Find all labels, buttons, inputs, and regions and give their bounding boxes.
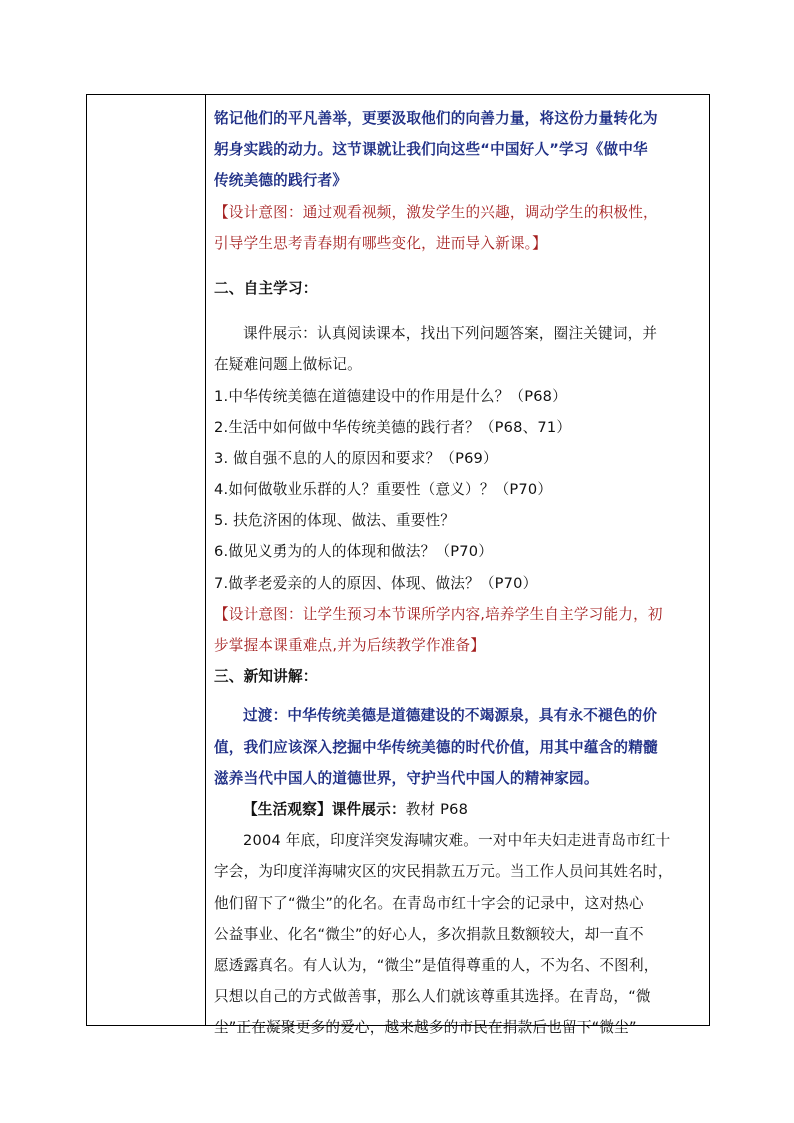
transition-line: 过渡：中华传统美德是道德建设的不竭源泉，具有永不褪色的价 xyxy=(243,707,658,725)
question-item: 1.中华传统美德在道德建设中的作用是什么？（P68） xyxy=(214,387,567,405)
story-paragraph xyxy=(214,825,708,1043)
table-content-cell xyxy=(214,95,708,1043)
intro-paragraph xyxy=(214,103,708,197)
table-left-cell xyxy=(87,95,205,1025)
life-observation-source: 教材 P68 xyxy=(405,800,469,818)
design-intent-line: 步掌握本课重难点,并为后续教学作准备】 xyxy=(214,637,486,654)
courseware-intro-line: 在疑难问题上做标记。 xyxy=(214,356,362,374)
question-item: 4.如何做敬业乐群的人？重要性（意义）？（P70） xyxy=(214,481,553,499)
question-item: 5. 扶危济困的体现、做法、重要性？ xyxy=(214,512,456,530)
design-intent-line: 引导学生思考青春期有哪些变化，进而导入新课。】 xyxy=(214,234,547,252)
story-line: 公益事业、化名“微尘”的好心人，多次捐款且数额较大，却一直不 xyxy=(214,925,644,943)
courseware-intro xyxy=(214,318,708,380)
design-intent-1 xyxy=(214,197,708,259)
question-item: 3. 做自强不息的人的原因和要求？（P69） xyxy=(214,449,498,467)
table-column-divider xyxy=(205,95,206,1025)
story-line: 愿透露真名。有人认为，“微尘”是值得尊重的人，不为名、不图利， xyxy=(214,956,659,974)
story-line: 只想以自己的方式做善事，那么人们就该尊重其选择。在青岛，“微 xyxy=(214,988,651,1006)
life-observation-line xyxy=(214,794,708,825)
design-intent-line: 【设计意图：让学生预习本节课所学内容,培养学生自主学习能力，初 xyxy=(214,605,663,623)
story-line: 字会，为印度洋海啸灾区的灾民捐款五万元。当工作人员问其姓名时， xyxy=(214,863,673,881)
courseware-intro-line: 课件展示：认真阅读课本，找出下列问题答案，圈注关键词，并 xyxy=(243,325,658,343)
transition-line: 值，我们应该深入挖掘中华传统美德的时代价值，用其中蕴含的精髓 xyxy=(214,738,658,756)
question-item: 7.做孝老爱亲的人的原因、体现、做法？（P70） xyxy=(214,574,538,592)
design-intent-2 xyxy=(214,599,708,661)
intro-line: 铭记他们的平凡善举，更要汲取他们的向善力量，将这份力量转化为 xyxy=(214,110,658,127)
intro-line: 躬身实践的动力。这节课就让我们向这些“中国好人”学习《做中华 xyxy=(214,141,648,159)
story-line: 他们留下了“微尘”的化名。在青岛市红十字会的记录中，这对热心 xyxy=(214,894,644,912)
life-observation-label: 【生活观察】课件展示： xyxy=(243,800,406,818)
section-2-heading: 二、自主学习： xyxy=(214,279,318,297)
transition-paragraph xyxy=(214,700,708,794)
story-line: 2004 年底，印度洋突发海啸灾难。一对中年夫妇走进青岛市红十 xyxy=(243,832,671,850)
transition-line: 滋养当代中国人的道德世界，守护当代中国人的精神家园。 xyxy=(214,769,599,787)
design-intent-line: 【设计意图：通过观看视频，激发学生的兴趣，调动学生的积极性， xyxy=(214,203,658,221)
intro-line: 传统美德的践行者》 xyxy=(214,172,348,190)
story-line: 尘”正在凝聚更多的爱心，越来越多的市民在捐款后也留下“微尘” xyxy=(214,1019,637,1037)
lesson-plan-table xyxy=(86,94,710,1037)
section-3-heading: 三、新知讲解： xyxy=(214,668,318,686)
question-item: 2.生活中如何做中华传统美德的践行者？（P68、71） xyxy=(214,418,572,436)
question-item: 6.做见义勇为的人的体现和做法？（P70） xyxy=(214,543,493,561)
question-list xyxy=(214,381,708,599)
